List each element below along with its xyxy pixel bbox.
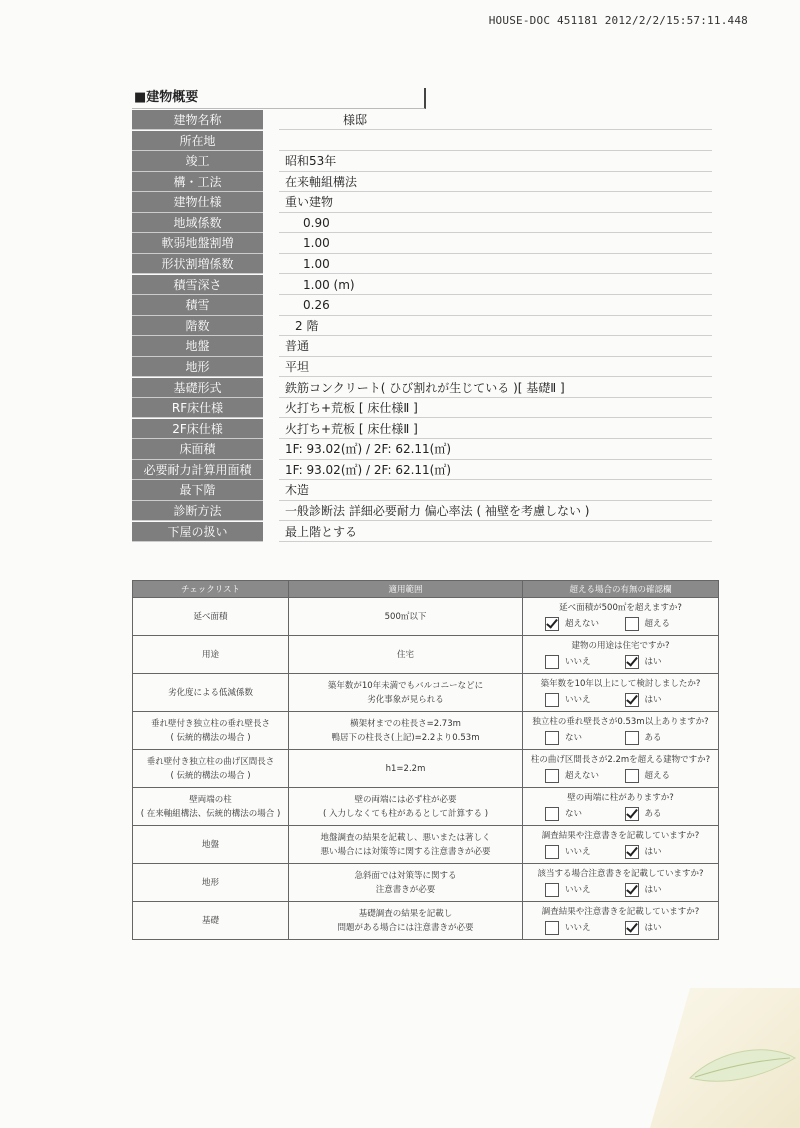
unchecked-checkbox[interactable] [625,731,639,745]
checklist-option[interactable] [545,617,625,631]
overview-label: 地盤 [132,336,263,356]
overview-value: 平坦 [279,357,712,377]
checklist-row [133,598,719,636]
checklist-item [133,750,289,788]
overview-row [132,316,712,336]
unchecked-checkbox[interactable] [625,617,639,631]
checklist-options [525,881,716,897]
checklist-table [132,580,719,940]
document-id: HOUSE-DOC 451181 2012/2/2/15:57:11.448 [488,14,748,27]
checklist-option[interactable] [545,655,625,669]
unchecked-checkbox[interactable] [545,883,559,897]
checklist-option-label: いいえ [565,695,591,705]
checklist-row [133,712,719,750]
checklist-option[interactable] [625,769,705,783]
checklist-option-label: 超えない [565,619,600,629]
checklist-option-label: はい [644,847,662,857]
checklist-item-line: ( 在来軸組構法、伝統的構法の場合 ) [140,808,281,819]
checklist-option[interactable] [545,845,625,859]
overview-value: 最上階とする [279,522,712,542]
unchecked-checkbox[interactable] [545,769,559,783]
overview-value: 火打ち+荒板 [ 床仕様Ⅱ ] [279,398,712,418]
checklist-option-label: ある [644,733,662,743]
checklist-item [133,788,289,826]
checklist-option-label: ない [565,809,583,819]
overview-row [132,110,712,130]
checklist-confirm [523,750,719,788]
overview-label: 2F床仕様 [132,419,263,439]
overview-row [132,398,712,418]
overview-row [132,151,712,171]
overview-value: 2 階 [279,316,712,336]
unchecked-checkbox[interactable] [545,921,559,935]
checklist-confirm [523,674,719,712]
checked-checkbox[interactable] [625,845,639,859]
checklist-confirm [523,902,719,940]
checklist-option-label: いいえ [565,657,591,667]
checklist-options [525,615,716,631]
overview-row [132,254,712,274]
overview-label: 階数 [132,316,263,336]
overview-label: 必要耐力計算用面積 [132,460,263,480]
checklist-option-label: いいえ [565,923,591,933]
overview-row [132,460,712,480]
overview-row [132,213,712,233]
overview-row [132,233,712,253]
checklist-option[interactable] [625,731,705,745]
checklist-scope-line: 地盤調査の結果を記載し、悪いまたは著しく [320,832,491,843]
checklist-scope-line: 築年数が10年未満でもバルコニーなどに [327,680,484,691]
checklist-item [133,826,289,864]
checklist-item-line: 地形 [201,877,219,888]
checklist-scope [289,598,523,636]
overview-value: 1.00 [279,254,712,274]
checklist-option-label: いいえ [565,847,591,857]
checklist-question: 壁の両端に柱がありますか? [567,793,674,803]
checklist-scope [289,788,523,826]
unchecked-checkbox[interactable] [545,655,559,669]
checklist-confirm [523,826,719,864]
overview-value: 様邸 [279,110,712,130]
building-overview-table [132,110,712,542]
overview-row [132,480,712,500]
overview-value: 0.26 [279,295,712,315]
overview-row [132,172,712,192]
checklist-question: 独立柱の垂れ壁長さが0.53m以上ありますか? [532,717,709,727]
checklist-row [133,826,719,864]
checklist-scope-line: 500㎡以下 [384,611,427,622]
checklist-scope [289,674,523,712]
checklist-options [525,729,716,745]
overview-label: 床面積 [132,439,263,459]
checklist-option-label: いいえ [565,885,591,895]
checklist-scope-line: 基礎調査の結果を記載し [358,908,453,919]
checklist-scope [289,712,523,750]
checklist-header-scope: 適用範囲 [289,581,523,598]
checklist-question: 柱の曲げ区間長さが2.2mを超える建物ですか? [530,755,711,765]
checklist-question: 延べ面積が500㎡を超えますか? [559,603,682,613]
overview-value: 重い建物 [279,192,712,212]
overview-value: 一般診断法 詳細必要耐力 偏心率法 ( 袖壁を考慮しない ) [279,501,712,521]
overview-label: 構・工法 [132,172,263,192]
checklist-question: 築年数を10年以上にして検討しましたか? [540,679,701,689]
checklist-row [133,674,719,712]
checklist-item [133,598,289,636]
checklist-option[interactable] [545,731,625,745]
checked-checkbox[interactable] [625,883,639,897]
overview-value [279,131,712,151]
overview-value: 1.00 [279,233,712,253]
overview-label: 地形 [132,357,263,377]
overview-value: 普通 [279,336,712,356]
checklist-option[interactable] [545,693,625,707]
checklist-item-line: ( 伝統的構法の場合 ) [170,770,251,781]
overview-row [132,357,712,377]
checklist-scope-line: 急斜面では対策等に関する [354,870,457,881]
checklist-confirm [523,712,719,750]
checklist-option[interactable] [545,807,625,821]
overview-label: 積雪深さ [132,275,263,295]
checklist-option[interactable] [625,845,705,859]
overview-row [132,522,712,542]
checklist-scope-line: h1=2.2m [385,763,426,774]
overview-label: 建物仕様 [132,192,263,212]
checklist-option-label: はい [644,695,662,705]
checklist-scope-line: 横架材までの柱長さ=2.73m [350,718,461,729]
checklist-item-line: 延べ面積 [193,611,228,622]
checklist-confirm [523,788,719,826]
overview-value: 昭和53年 [279,151,712,171]
overview-label: 積雪 [132,295,263,315]
checklist-scope-line: 住宅 [396,649,414,660]
checklist-option[interactable] [545,769,625,783]
checklist-option[interactable] [625,807,705,821]
overview-row [132,439,712,459]
checklist-options [525,691,716,707]
overview-row [132,336,712,356]
checklist-question: 調査結果や注意書きを記載していますか? [541,907,700,917]
overview-row [132,501,712,521]
unchecked-checkbox[interactable] [545,693,559,707]
checklist-option[interactable] [625,921,705,935]
overview-label: 基礎形式 [132,378,263,398]
checklist-item [133,902,289,940]
checklist-scope [289,826,523,864]
checklist-scope-line: 注意書きが必要 [375,884,436,895]
checklist-header-confirm: 超える場合の有無の確認欄 [523,581,719,598]
checked-checkbox[interactable] [625,921,639,935]
overview-label: 最下階 [132,480,263,500]
checklist-item-line: 劣化度による低減係数 [167,687,253,698]
checklist-options [525,843,716,859]
checklist-item-line: 垂れ壁付き独立柱の曲げ区間長さ [146,756,275,767]
checklist-scope-line: 問題がある場合には注意書きが必要 [337,922,474,933]
checklist-option-label: はい [644,885,662,895]
checklist-row [133,750,719,788]
checklist-row [133,636,719,674]
overview-row [132,275,712,295]
checklist-header-item: チェックリスト [133,581,289,598]
overview-label: 形状割増係数 [132,254,263,274]
checklist-row [133,788,719,826]
checklist-confirm [523,598,719,636]
checklist-confirm [523,636,719,674]
checklist-options [525,767,716,783]
checklist-option-label: ある [644,809,662,819]
overview-row [132,295,712,315]
checklist-scope-line: ( 入力しなくても柱があるとして計算する ) [322,808,489,819]
checklist-item [133,636,289,674]
overview-row [132,378,712,398]
overview-value: 1.00 (m) [279,275,712,295]
checklist-item-line: 基礎 [201,915,219,926]
overview-label: 建物名称 [132,110,263,130]
checklist-option[interactable] [625,883,705,897]
overview-value: 1F: 93.02(㎡) / 2F: 62.11(㎡) [279,439,712,459]
checklist-scope [289,636,523,674]
overview-label: 軟弱地盤割増 [132,233,263,253]
checklist-scope-line: 劣化事象が見られる [367,694,444,705]
checklist-item-line: 地盤 [201,839,219,850]
checklist-option[interactable] [545,883,625,897]
checklist-question: 建物の用途は住宅ですか? [571,641,670,651]
checklist-item [133,674,289,712]
checked-checkbox[interactable] [545,617,559,631]
checklist-item [133,712,289,750]
checklist-scope [289,750,523,788]
checklist-header-row [133,581,719,598]
checklist-row [133,902,719,940]
unchecked-checkbox[interactable] [545,807,559,821]
overview-label: 地域係数 [132,213,263,233]
checked-checkbox[interactable] [625,655,639,669]
checklist-option-label: 超える [644,771,671,781]
overview-label: 診断方法 [132,501,263,521]
overview-value: 木造 [279,480,712,500]
checklist-option[interactable] [625,617,705,631]
checklist-options [525,653,716,669]
checklist-item-line: ( 伝統的構法の場合 ) [170,732,251,743]
unchecked-checkbox[interactable] [625,769,639,783]
overview-value: 1F: 93.02(㎡) / 2F: 62.11(㎡) [279,460,712,480]
checklist-options [525,919,716,935]
overview-label: RF床仕様 [132,398,263,418]
overview-value: 鉄筋コンクリート( ひび割れが生じている )[ 基礎Ⅱ ] [279,378,712,398]
checklist-scope-line: 壁の両端には必ず柱が必要 [354,794,457,805]
unchecked-checkbox[interactable] [545,845,559,859]
checklist-question: 該当する場合注意書きを記載していますか? [537,869,704,879]
checklist-scope [289,864,523,902]
checklist-scope-line: 鴨居下の柱長さ(上記)=2.2より0.53m [331,732,480,743]
checklist-question: 調査結果や注意書きを記載していますか? [541,831,700,841]
leaf-decoration [630,988,800,1128]
checked-checkbox[interactable] [625,693,639,707]
checked-checkbox[interactable] [625,807,639,821]
checklist-confirm [523,864,719,902]
checklist-scope-line: 悪い場合には対策等に関する注意書きが必要 [320,846,491,857]
checklist-options [525,805,716,821]
overview-heading: ■建物概要 [132,88,426,109]
checklist-option[interactable] [545,921,625,935]
overview-label: 竣工 [132,151,263,171]
overview-row [132,419,712,439]
checklist-option-label: 超えない [565,771,600,781]
checklist-option-label: はい [644,657,662,667]
overview-row [132,192,712,212]
checklist-item-line: 垂れ壁付き独立柱の垂れ壁長さ [150,718,270,729]
checklist-item-line: 用途 [201,649,219,660]
checklist-item-line: 壁両端の柱 [189,794,232,805]
checklist-row [133,864,719,902]
checklist-item [133,864,289,902]
checklist-option-label: ない [565,733,583,743]
checklist-option[interactable] [625,655,705,669]
overview-label: 所在地 [132,131,263,151]
overview-row [132,131,712,151]
overview-value: 火打ち+荒板 [ 床仕様Ⅱ ] [279,419,712,439]
overview-value: 0.90 [279,213,712,233]
checklist-option-label: 超える [644,619,671,629]
overview-label: 下屋の扱い [132,522,263,542]
checklist-option-label: はい [644,923,662,933]
checklist-scope [289,902,523,940]
overview-value: 在来軸組構法 [279,172,712,192]
unchecked-checkbox[interactable] [545,731,559,745]
checklist-option[interactable] [625,693,705,707]
